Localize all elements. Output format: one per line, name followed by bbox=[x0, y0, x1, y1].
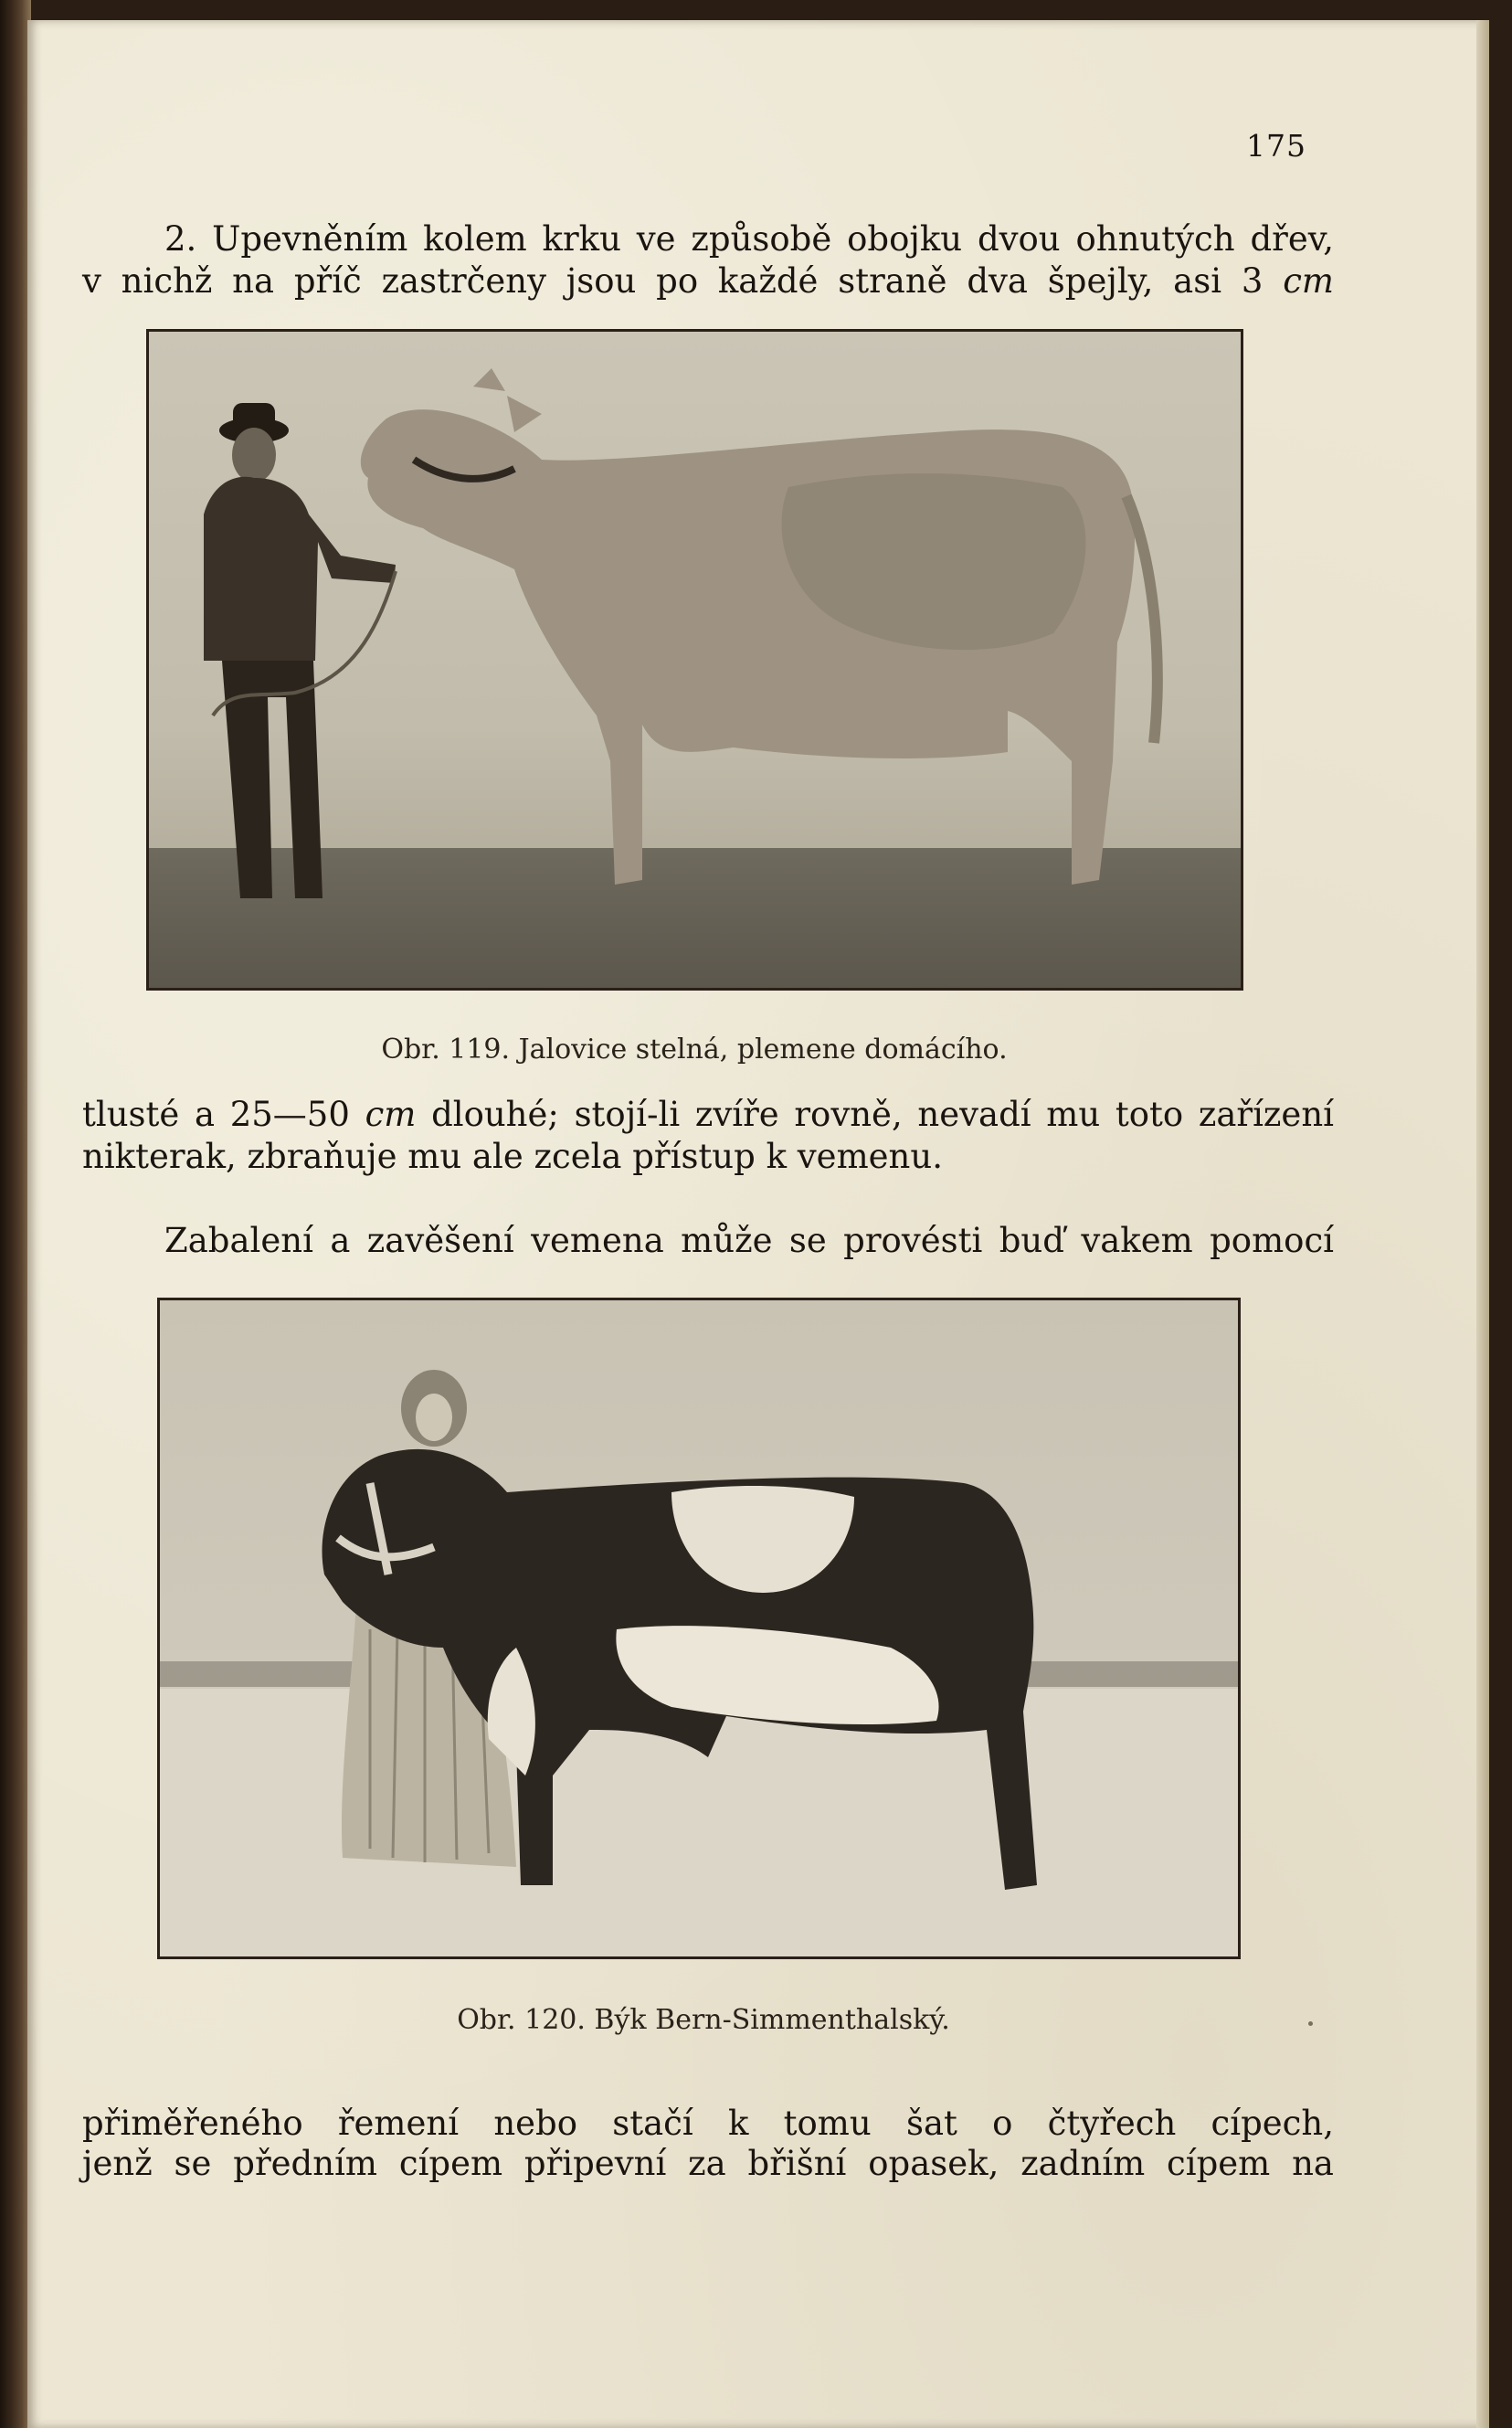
book-spine-shadow bbox=[0, 0, 31, 2428]
speck bbox=[1308, 2021, 1313, 2026]
page-number: 175 bbox=[1246, 128, 1306, 164]
page-edge bbox=[1476, 20, 1489, 2428]
figure-caption: Obr. 120. Býk Bern-Simmenthalský. bbox=[457, 2004, 950, 2036]
book-page bbox=[27, 20, 1489, 2428]
bull-illustration bbox=[160, 1300, 1238, 1956]
heifer-illustration bbox=[149, 332, 1241, 988]
text-line: 2. Upevněním kolem krku ve způsobě obojku dvou ohnutých dřev, bbox=[164, 219, 1334, 259]
figure-bull-photo bbox=[157, 1298, 1241, 1959]
text-fragment: dlouhé; stojí-li zvíře rovně, nevadí mu toto zařízení bbox=[431, 1095, 1334, 1134]
text-fragment: v nichž na příč zastrčeny jsou po každé straně dva špejly, asi 3 bbox=[82, 261, 1264, 301]
unit-label: cm bbox=[365, 1095, 417, 1134]
text-line bbox=[82, 261, 1334, 302]
figure-heifer-photo bbox=[146, 329, 1243, 991]
figure-caption: Obr. 119. Jalovice stelná, plemene domácího. bbox=[381, 1034, 1008, 1066]
text-line: přiměřeného řemení nebo stačí k tomu šat o čtyřech cípech, bbox=[82, 2104, 1334, 2143]
text-line: Zabalení a zavěšení vemena může se provésti buď vakem pomocí bbox=[164, 1221, 1334, 1260]
text-fragment: tlusté a 25—50 bbox=[82, 1095, 350, 1134]
text-line: nikterak, zbraňuje mu ale zcela přístup k vemenu. bbox=[82, 1137, 943, 1176]
unit-label: cm bbox=[1283, 261, 1334, 301]
text-line: jenž se předním cípem připevní za břišní opasek, zadním cípem na bbox=[82, 2144, 1334, 2183]
text-line bbox=[82, 1095, 1334, 1135]
